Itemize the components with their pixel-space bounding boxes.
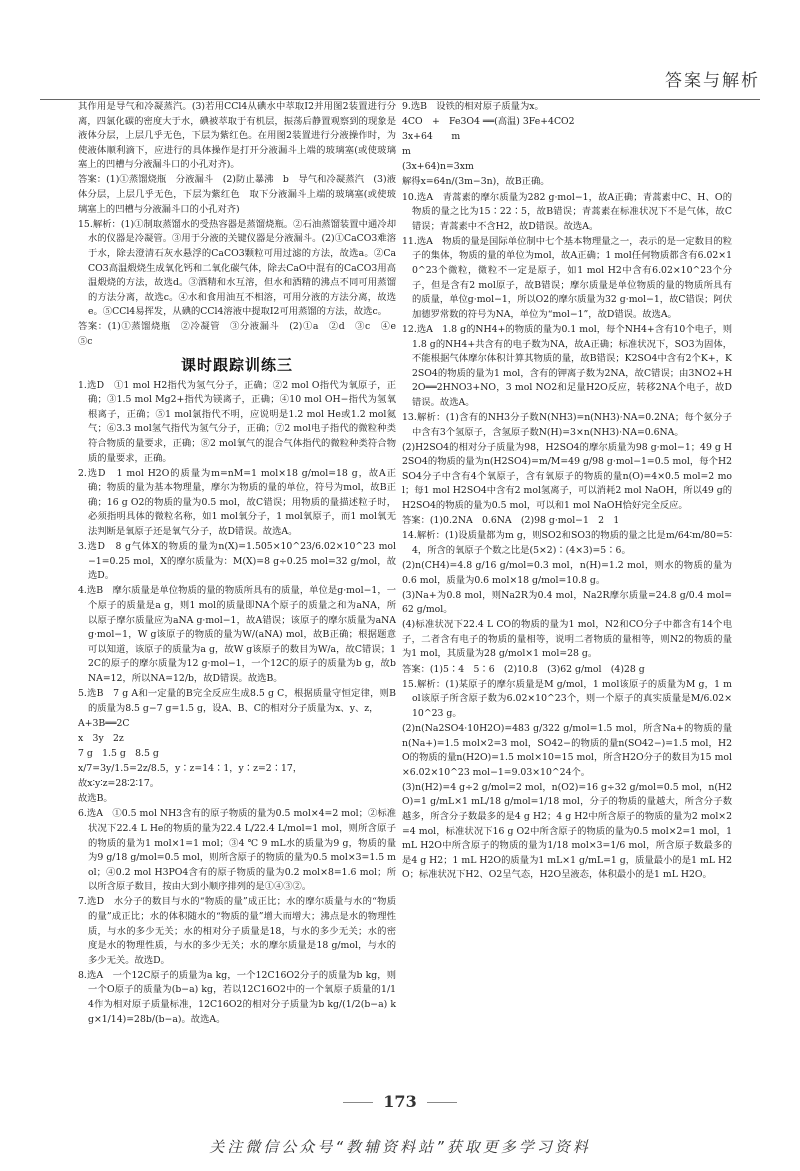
equation-line: 故选B。 xyxy=(78,793,113,805)
footer-note: 关注微信公众号“教辅资料站”获取更多学习资料 xyxy=(209,1138,591,1156)
equation-line: 故x∶y∶z=28∶2∶17。 xyxy=(78,778,160,790)
left-para: 其作用是导气和冷凝蒸汽。(3)若用CCl4从碘水中萃取I2并用图2装置进行分离，四氯化碳的密度大于水，碘被萃取于有机层，振荡后静置观察到的现象是液体分层，上层几乎无色，下层为紫红色。在用图2装置进行分液操作时，为使液体顺利滴下，应进行的具体操作是打开分液漏斗上端的玻璃塞(或使玻璃塞上的凹槽与分液漏斗口的小孔对齐)。 xyxy=(78,101,396,171)
right-para: 11.选A 物质的量是国际单位制中七个基本物理量之一，表示的是一定数目的粒子的集体，物质的量的单位为mol，故A正确；1 mol任何物质都含有6.02×10^23个微粒，微粒不一定是原子，如1 mol H2中含有6.02×10^23个分子，但是含有2 mol原子，故B错误；摩尔质量是单位物质的量的物质所具有的质量，单位g·mol−1，所以O2的摩尔质量为32 g·mol−1，故C错误；阿伏加德罗常数的符号为NA，单位为“mol−1”，故D错误。故选A。 xyxy=(402,235,732,320)
left-para: 8.选A 一个12C原子的质量为a kg，一个12C16O2分子的质量为b kg，则一个O原子的质量为(b−a) kg，若以12C16O2中的一个氧原子质量的1/14作为相对原子质量标准，12C16O2的相对分子质量为b kg/(1/2(b−a) kg×1/14)=28b/(b−a)。故选A。 xyxy=(78,969,396,1025)
left-para: 7.选D 水分子的数目与水的“物质的量”成正比；水的摩尔质量与水的“物质的量”成正比；水的体积随水的“物质的量”增大而增大；沸点是水的物理性质，与水的多少无关；水的相对分子质量是18，与水的多少无关；水的密度是水的物理性质，与水的多少无关；水的摩尔质量是18 g/mol，与水的多少无关。故选D。 xyxy=(78,896,396,966)
right-para: (2)H2SO4的相对分子质量为98，H2SO4的摩尔质量为98 g·mol−1；49 g H2SO4的物质的量为n(H2SO4)=m/M=49 g/98 g·mol−1=0.5 mol，每个H2SO4分子中含有4个氧原子，含有氧原子的物质的量n(O)=4×0.5 mol=2 mol；每1 mol H2SO4中含有2 mol氢离子，可以消耗2 mol NaOH，所以49 g的H2SO4的物质的量为0.5 mol，可以和1 mol NaOH恰好完全反应。 xyxy=(402,441,732,512)
section-title: 课时跟踪训练三 xyxy=(180,355,293,374)
left-para: 6.选A ①0.5 mol NH3含有的原子物质的量为0.5 mol×4=2 mol；②标准状况下22.4 L He的物质的量为22.4 L/22.4 L/mol=1 mol，则所含原子的物质的量为1 mol×1=1 mol；③4 ℃ 9 mL水的质量为9 g，物质的量为9 g/18 g/mol=0.5 mol，则所含原子的物质的量为0.5 mol×3=1.5 mol；④0.2 mol H3PO4含有的原子物质的量为0.2 mol×8=1.6 mol；所以所含原子数目，按由大到小顺序排列的是①④③②。 xyxy=(78,808,396,893)
right-para: (4)标准状况下22.4 L CO的物质的量为1 mol，N2和CO分子中都含有14个电子，二者含有电子的物质的量相等，说明二者物质的量相等，则N2的物质的量为1 mol，其质量为28 g/mol×1 mol=28 g。 xyxy=(402,619,732,660)
equation-line: 解得x=64n/(3m−3n)，故B正确。 xyxy=(402,176,550,188)
right-para: 14.解析：(1)设质量都为m g，则SO2和SO3的物质的量之比是m/64∶m/80=5∶4，所含的氧原子个数之比是(5×2)∶(4×3)=5∶6。 xyxy=(402,530,732,556)
equation-line: 7 g 1.5 g 8.5 g xyxy=(78,747,159,759)
left-para: 5.选B 7 g A和一定量的B完全反应生成8.5 g C，根据质量守恒定律，则B的质量为8.5 g−7 g=1.5 g，设A、B、C的相对分子质量为x、y、z， xyxy=(78,688,396,714)
left-para: 2.选D 1 mol H2O的质量为m=nM=1 mol×18 g/mol=18 g，故A正确；物质的量为基本物理量，摩尔为物质的量的单位，符号为mol，故B正确；16 g O2的物质的量为0.5 mol，故C错误；用物质的量描述粒子时，必须指明具体的微粒名称，如1 mol氧分子，1 mol氧原子，而1 mol氧无法判断是氧原子还是氧气分子，故D错误。故选A。 xyxy=(78,467,396,538)
divider xyxy=(427,1102,457,1103)
right-para: 10.选A 青蒿素的摩尔质量为282 g·mol−1，故A正确；青蒿素中C、H、O的物质的量之比为15∶22∶5，故B错误；青蒿素在标准状况下不是气体，故C错误；青蒿素中不含H2，故D错误。故选A。 xyxy=(402,191,732,232)
right-para: (3)Na+为0.8 mol，则Na2R为0.4 mol，Na2R摩尔质量=24.8 g/0.4 mol=62 g/mol。 xyxy=(402,589,732,616)
header-title: 答案与解析 xyxy=(665,71,760,91)
page-number-area xyxy=(0,1092,800,1111)
right-para: (3)n(H2)=4 g÷2 g/mol=2 mol，n(O2)=16 g÷32 g/mol=0.5 mol，n(H2O)=1 g/mL×1 mL/18 g/mol=1/18 mol，分子的物质的量越大，所含分子数越多，所含分子数最多的是4 g H2；4 g H2中所含原子的物质的量为2 mol×2=4 mol，标准状况下16 g O2中所含原子的物质的量为0.5 mol×2=1 mol，1 mL H2O中所含原子的物质的量为1/18 mol×3=1/6 mol，所含原子数最多的是4 g H2；1 mL H2O的质量为1 mL×1 g/mL=1 g，质量最小的是1 mL H2O；标准状况下H2、O2呈气态，H2O呈液态，体积最小的是1 mL H2O。 xyxy=(402,781,735,881)
left-para: 1.选D ①1 mol H2指代为氢气分子，正确；②2 mol O指代为氧原子，正确；③1.5 mol Mg2+指代为镁离子，正确；④10 mol OH−指代为氢氧根离子，正确；⑤1 mol氯指代不明，应说明是1.2 mol He或1.2 mol氦气；⑥3.3 mol氢气指代为氢气分子，正确；⑦2 mol电子指代的微粒种类符合物质的量要求，正确；⑧2 mol氧气的混合气体指代的微粒种类符合物质的量要求，正确。 xyxy=(78,379,396,464)
page-number: 173 xyxy=(383,1092,417,1111)
equation-line: (3x+64)n=3xm xyxy=(402,161,474,173)
equation-line: 3x+64 m xyxy=(402,131,461,143)
equation-line: A+3B══2C xyxy=(78,717,130,729)
right-para: (2)n(Na2SO4·10H2O)=483 g/322 g/mol=1.5 mol，所含Na+的物质的量n(Na+)=1.5 mol×2=3 mol，SO42−的物质的量n(SO42−)=1.5 mol，H2O的物质的量n(H2O)=1.5 mol×10=15 mol，所含H2O分子的数目为15 mol×6.02×10^23 mol−1=9.03×10^24个。 xyxy=(402,722,732,778)
right-para: 9.选B 设铁的相对原子质量为x。 xyxy=(402,101,544,112)
equation-line: x/7=3y/1.5=2z/8.5，y∶z=14∶1，y∶z=2∶17， xyxy=(78,763,303,775)
equation-line: 4CO + Fe3O4 ══(高温) 3Fe+4CO2 xyxy=(402,116,575,128)
right-answer: 答案：(1)5∶4 5∶6 (2)10.8 (3)62 g/mol (4)28 g xyxy=(402,663,645,675)
left-column xyxy=(78,100,406,1090)
page-header xyxy=(40,60,760,100)
left-answer: 答案：(1)①蒸馏烧瓶 ②冷凝管 ③分液漏斗 (2)①a ②d ③c ④e ⑤c xyxy=(78,321,406,347)
right-para: 15.解析：(1)某原子的摩尔质量是M g/mol，1 mol该原子的质量为M g，1 mol该原子所含原子数为6.02×10^23个，则一个原子的真实质量是M/6.02×10^23 g。 xyxy=(402,678,732,719)
right-para: 13.解析：(1)含有的NH3分子数N(NH3)=n(NH3)·NA=0.2NA；每个氨分子中含有3个氢原子，含氢原子数N(H)=3×n(NH3)·NA=0.6NA。 xyxy=(402,411,732,438)
left-para: 15.解析：(1)①制取蒸馏水的受热容器是蒸馏烧瓶。②石油蒸馏装置中通冷却水的仪器是冷凝管。③用于分液的关键仪器是分液漏斗。(2)①CaCO3难溶于水，除去澄清石灰水悬浮的CaCO3颗粒可用过滤的方法，故选a。②CaCO3高温煅烧生成氧化钙和二氧化碳气体，除去CaO中混有的CaCO3用高温煅烧的方法，故选d。③酒精和水互溶，但水和酒精的沸点不同可用蒸馏的方法分离，故选c。④水和食用油互不相溶，可用分液的方法分离，故选e。⑤CCl4易挥发，从碘的CCl4溶液中提取I2可用蒸馏的方法，故选c。 xyxy=(78,218,396,318)
right-para: (2)n(CH4)=4.8 g/16 g/mol=0.3 mol，n(H)=1.2 mol，则水的物质的量为0.6 mol，质量为0.6 mol×18 g/mol=10.8 g。 xyxy=(402,559,732,586)
right-para: 12.选A 1.8 g的NH4+的物质的量为0.1 mol，每个NH4+含有10个电子，则1.8 g的NH4+共含有的电子数为NA，故A正确；标准状况下，SO3为固体，不能根据气体摩尔体积计算其物质的量，故B错误；K2SO4中含有2个K+，K2SO4的物质的量为1 mol，含有的钾离子数为2NA，故C错误；由3NO2+H2O══2HNO3+NO，3 mol NO2和足量H2O反应，转移2NA个电子，故D错误。故选A。 xyxy=(402,323,732,408)
left-answer: 答案：(1)①蒸馏烧瓶 分液漏斗 (2)防止暴沸 b 导气和冷凝蒸汽 (3)液体分层，上层几乎无色，下层为紫红色 取下分液漏斗上端的玻璃塞(或使玻璃塞上的凹槽与分液漏斗口的小孔对齐) xyxy=(78,174,396,215)
equation-line: m xyxy=(402,146,411,158)
divider xyxy=(343,1102,373,1103)
left-para: 4.选B 摩尔质量是单位物质的量的物质所具有的质量，单位是g·mol−1，一个原子的质量是a g，则1 mol的质量即NA个原子的质量之和为aNA，所以原子摩尔质量应为aNA g·mol−1，故A错误；该原子的摩尔质量为aNA g·mol−1，W g该原子的物质的量为W/(aNA) mol，故B正确；根据题意可以知道，该原子的质量为a g，故W g该原子的数目为W/a，故C错误；12C的原子的摩尔质量为12 g·mol−1，一个12C的原子的质量为b g，故bNA=12，所以NA=12/b，故D错误。故选B。 xyxy=(78,585,399,684)
right-answer: 答案：(1)0.2NA 0.6NA (2)98 g·mol−1 2 1 xyxy=(402,515,620,527)
equation-line: x 3y 2z xyxy=(78,732,124,744)
right-column xyxy=(402,100,735,1090)
left-para: 3.选D 8 g气体X的物质的量为n(X)=1.505×10^23/6.02×10^23 mol−1=0.25 mol，X的摩尔质量为：M(X)=8 g÷0.25 mol=32 g/mol，故选D。 xyxy=(78,541,396,582)
